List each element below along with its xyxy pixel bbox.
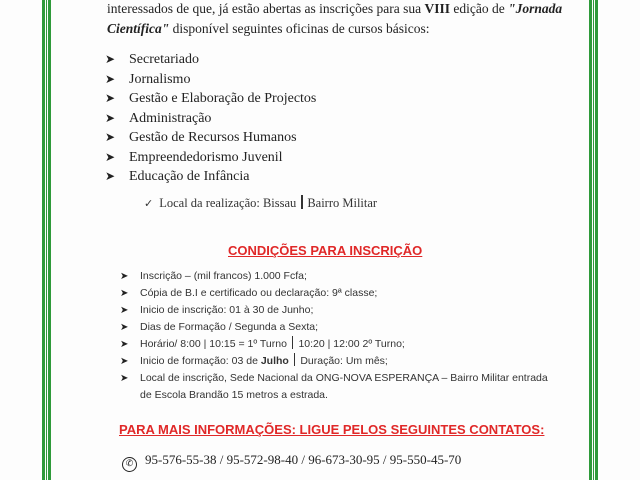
location-place: Bairro Militar (307, 196, 378, 210)
course-item (105, 109, 316, 129)
condition-docs: Cópia de B.I e certificado ou declaração: 9ª classe; (140, 287, 378, 299)
course-item (105, 128, 316, 148)
separator (294, 353, 296, 366)
contact-phones (122, 452, 461, 472)
condition-item (120, 370, 548, 404)
check-icon: ✓ (144, 197, 154, 210)
arrow-bullet-icon: ➤ (105, 110, 116, 125)
condition-item (120, 319, 548, 336)
condition-place-cont: de Escola Brandão 15 metros a estrada. (140, 389, 328, 401)
phone-icon: ✆ (122, 457, 137, 472)
event-title: "Jornada (508, 1, 563, 16)
arrow-bullet-icon: ➤ (105, 149, 116, 164)
separator (292, 336, 294, 349)
intro-line-1 (107, 0, 562, 19)
condition-item (120, 302, 548, 319)
info-heading: PARA MAIS INFORMAÇÕES: LIGUE PELOS SEGUINTES CONTATOS: (119, 422, 545, 437)
intro-text: disponível seguintes oficinas de cursos básicos: (169, 21, 430, 36)
condition-duration: Duração: Um mês; (300, 355, 388, 367)
course-item (105, 89, 316, 109)
course-name: Jornalismo (129, 71, 191, 87)
edition-number: VIII (424, 1, 451, 16)
condition-place: Local de inscrição, Sede Nacional da ONG-NOVA ESPERANÇA – Bairro Militar entrada (140, 372, 548, 384)
location-label: Local da realização: Bissau (159, 196, 297, 210)
arrow-bullet-icon: ➤ (105, 52, 116, 66)
training-month: Julho (260, 355, 289, 367)
arrow-bullet-icon: ➤ (105, 169, 116, 183)
arrow-bullet-icon: ➤ (120, 356, 129, 367)
arrow-bullet-icon: ➤ (120, 339, 129, 350)
intro-text: edição de (450, 1, 509, 16)
arrow-bullet-icon: ➤ (105, 130, 116, 144)
course-item (105, 70, 316, 90)
page-border-right (589, 0, 599, 480)
course-item (105, 167, 316, 187)
intro-line-2 (107, 19, 429, 39)
intro-text: interessados de que, já estão abertas as inscrições para sua (107, 1, 425, 16)
course-item (105, 148, 316, 168)
condition-item (120, 268, 548, 285)
arrow-bullet-icon: ➤ (105, 91, 116, 105)
arrow-bullet-icon: ➤ (120, 288, 129, 299)
course-name: Empreendedorismo Juvenil (129, 149, 283, 165)
condition-schedule-2: 10:20 | 12:00 2º Turno; (298, 338, 405, 350)
course-name: Gestão de Recursos Humanos (129, 130, 297, 145)
course-list (105, 50, 316, 187)
course-name: Secretariado (129, 52, 199, 67)
course-name: Administração (129, 110, 212, 126)
event-title: Científica" (107, 21, 170, 36)
condition-item (120, 285, 548, 302)
arrow-bullet-icon: ➤ (105, 71, 116, 86)
separator (301, 195, 303, 209)
arrow-bullet-icon: ➤ (120, 322, 129, 333)
event-location (144, 195, 377, 211)
arrow-bullet-icon: ➤ (120, 373, 129, 384)
conditions-list (120, 268, 548, 404)
course-item (105, 50, 316, 70)
condition-item (120, 336, 548, 353)
page-border-left (42, 0, 52, 480)
arrow-bullet-icon: ➤ (120, 271, 129, 282)
conditions-heading: CONDIÇÕES PARA INSCRIÇÃO (228, 243, 423, 258)
condition-registration-period: Inicio de inscrição: 01 à 30 de Junho; (140, 304, 314, 316)
condition-item (120, 353, 548, 370)
condition-training-start: Inicio de formação: 03 de (140, 355, 261, 367)
course-name: Educação de Infância (129, 169, 250, 184)
arrow-bullet-icon: ➤ (120, 305, 129, 316)
course-name: Gestão e Elaboração de Projectos (129, 91, 317, 106)
condition-days: Dias de Formação / Segunda a Sexta; (140, 321, 319, 333)
condition-schedule-1: Horário/ 8:00 | 10:15 = 1º Turno (140, 338, 287, 350)
phone-numbers: 95-576-55-38 / 95-572-98-40 / 96-673-30-95 / 95-550-45-70 (145, 452, 462, 467)
condition-fee: Inscrição – (mil francos) 1.000 Fcfa; (140, 270, 307, 282)
